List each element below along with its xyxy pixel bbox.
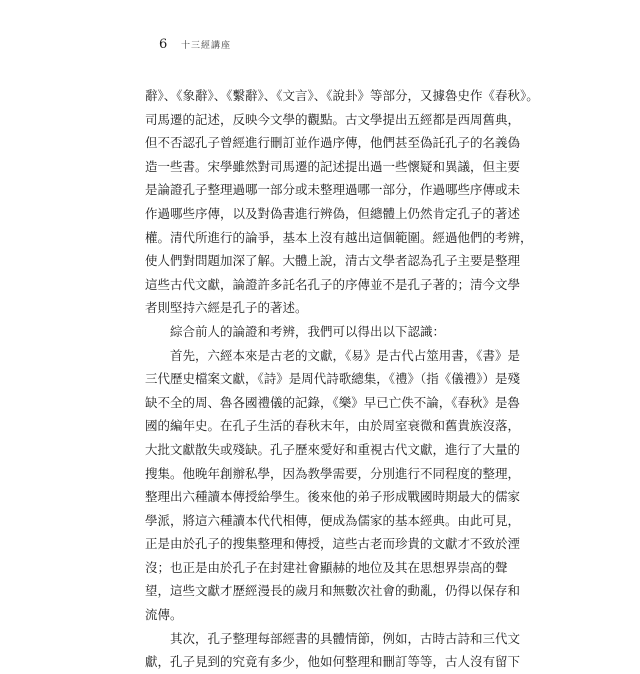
running-title: 十三經講座	[181, 41, 232, 51]
body-text	[145, 84, 539, 674]
text-line: 國的編年史。在孔子生活的春秋末年，由於周室衰微和舊貴族沒落，	[145, 418, 521, 434]
text-line: 流傳。	[145, 607, 183, 623]
text-line: 其次，孔子整理每部經書的具體情節，例如，古時古詩和三代文	[170, 630, 521, 646]
text-line: 首先，六經本來是古老的文獻，《易》是古代占筮用書，《書》是	[170, 347, 521, 363]
text-line: 使人們對問題加深了解。大體上說，清古文學者認為孔子主要是整理	[145, 253, 521, 269]
text-line: 作過哪些序傳，以及對偽書進行辨偽，但總體上仍然肯定孔子的著述	[145, 205, 521, 221]
paragraph	[145, 320, 497, 344]
text-line: 這些古代文獻，論證許多託名孔子的序傳並不是孔子著的；清今文學	[145, 276, 521, 292]
paragraph	[145, 627, 521, 674]
text-line: 但不否認孔子曾經進行刪訂並作過序傳，他們甚至偽託孔子的名義偽	[145, 135, 521, 151]
text-line: 權。清代所進行的論爭，基本上沒有越出這個範圍。經過他們的考辨，	[145, 229, 533, 245]
paragraph	[145, 344, 521, 627]
text-line: 整理出六種讀本傳授給學生。後來他的弟子形成戰國時期最大的儒家	[145, 489, 521, 505]
text-line: 沒；也正是由於孔子在封建社會顯赫的地位及其在思想界崇高的聲	[145, 559, 508, 575]
text-line: 獻，孔子見到的究竟有多少，他如何整理和刪訂等等，古人沒有留下	[145, 654, 521, 670]
text-line: 三代歷史檔案文獻，《詩》是周代詩歌總集，《禮》（指《儀禮》）是殘	[145, 371, 521, 387]
page-header	[159, 37, 231, 52]
text-line: 辭》、《象辭》、《繫辭》、《文言》、《說卦》等部分，又據魯史作《春秋》。	[145, 88, 539, 103]
text-line: 大批文獻散失或殘缺。孔子歷來愛好和重視古代文獻，進行了大量的	[145, 441, 521, 457]
text-line: 搜集。他晚年創辦私學，因為教學需要，分別進行不同程度的整理，	[145, 465, 521, 481]
text-line: 綜合前人的論證和考辨，我們可以得出以下認識：	[170, 323, 446, 339]
text-line: 者則堅持六經是孔子的著述。	[145, 300, 308, 316]
text-line: 缺不全的周、魯各國禮儀的記錄，《樂》早已亡佚不論，《春秋》是魯	[145, 394, 521, 410]
text-line: 是論證孔子整理過哪一部分或未整理過哪一部分，作過哪些序傳或未	[145, 182, 521, 198]
paragraph	[145, 84, 539, 320]
page-number: 6	[159, 37, 168, 52]
text-line: 正是由於孔子的搜集整理和傳授，這些古老而珍貴的文獻才不致於湮	[145, 536, 521, 552]
text-line: 望，這些文獻才歷經漫長的歲月和無數次社會的動亂，仍得以保存和	[145, 583, 521, 599]
text-line: 造一些書。宋學雖然對司馬遷的記述提出過一些懷疑和異議，但主要	[145, 158, 521, 174]
text-line: 學派，將這六種讀本代代相傳，便成為儒家的基本經典。由此可見，	[145, 512, 521, 528]
text-line: 司馬遷的記述，反映今文學的觀點。古文學提出五經都是西周舊典，	[145, 111, 521, 127]
